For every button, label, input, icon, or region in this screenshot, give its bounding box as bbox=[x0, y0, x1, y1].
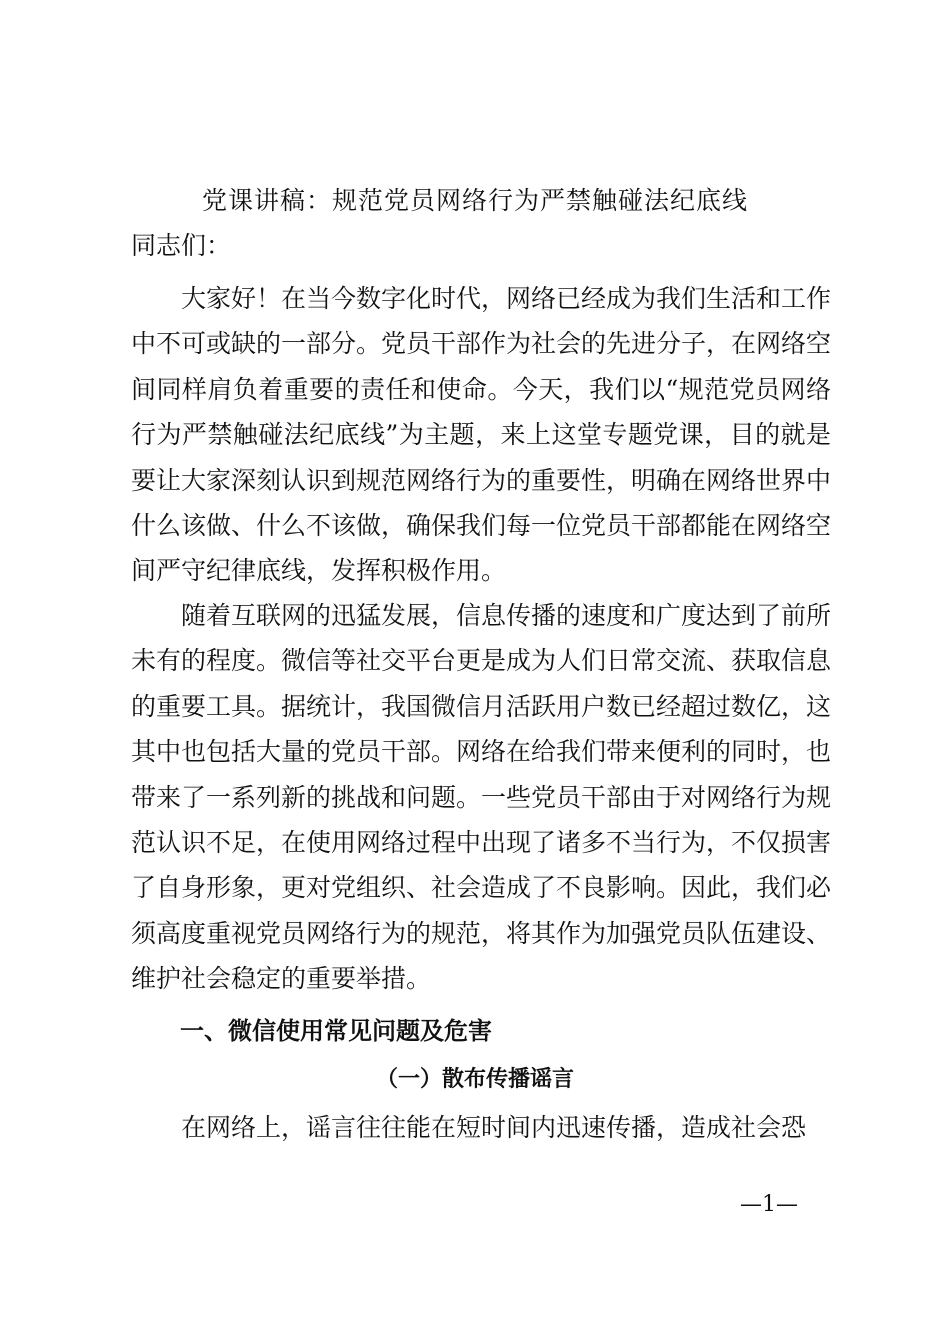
document-title: 党课讲稿：规范党员网络行为严禁触碰法纪底线 bbox=[201, 186, 748, 215]
subsection-heading: （一）散布传播谣言 bbox=[375, 1066, 574, 1092]
paragraph-rumors: 在网络上，谣言往往能在短时间内迅速传播，造成社会恐 bbox=[181, 1113, 807, 1142]
paragraph-intro: 大家好！在当今数字化时代，网络已经成为我们生活和工作中不可或缺的一部分。党员干部作为社会的先进分子，在网络空间同样肩负着重要的责任和使命。今天，我们以“规范党员网络行为严禁触碰法纪底线”为主题，来上这堂专题党课，目的就是要让大家深刻认识到规范网络行为的重要性，明确在网络世界中什么该做、什么不该做，确保我们每一位党员干部都能在网络空间严守纪律底线，发挥积极作用。 bbox=[131, 284, 832, 586]
salutation: 同志们： bbox=[131, 231, 232, 260]
paragraph-background: 随着互联网的迅猛发展，信息传播的速度和广度达到了前所未有的程度。微信等社交平台更是成为人们日常交流、获取信息的重要工具。据统计，我国微信月活跃用户数已经超过数亿，这其中也包括大量的党员干部。网络在给我们带来便利的同时，也带来了一系列新的挑战和问题。一些党员干部由于对网络行为规范认识不足，在使用网络过程中出现了诸多不当行为，不仅损害了自身形象，更对党组织、社会造成了不良影响。因此，我们必须高度重视党员网络行为的规范，将其作为加强党员队伍建设、维护社会稳定的重要举措。 bbox=[131, 601, 832, 994]
section-heading: 一、微信使用常见问题及危害 bbox=[180, 1017, 492, 1045]
page-number: —1— bbox=[740, 1192, 798, 1217]
